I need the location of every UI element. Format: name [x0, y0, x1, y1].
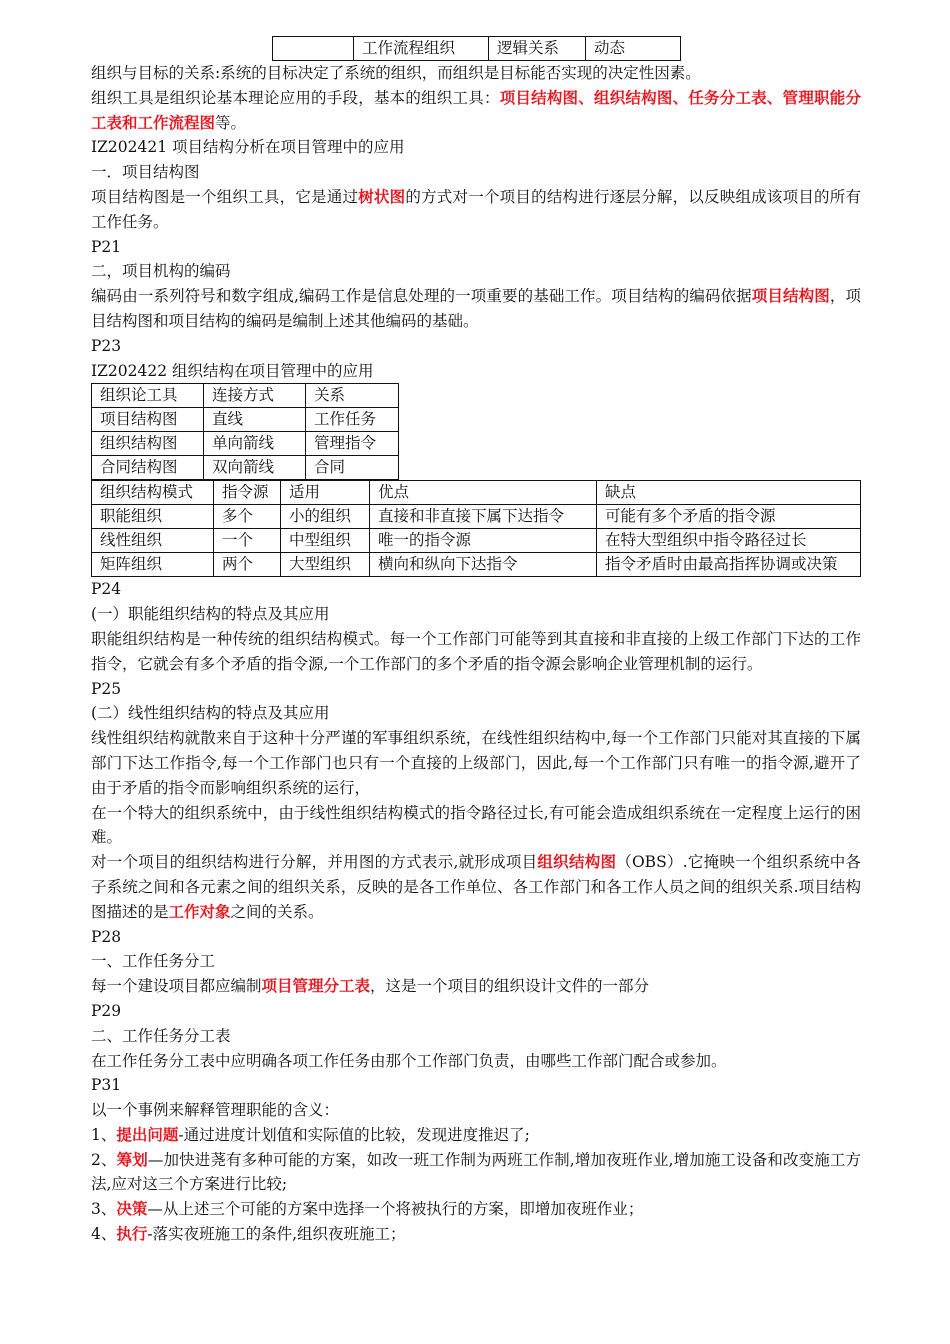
- list-item: [91, 1222, 861, 1247]
- page-reference: P21: [91, 237, 122, 256]
- highlight-text: 项目结构图、组织结构图、任务分工表、管理职能分工表和工作流程图: [91, 87, 861, 132]
- table-cell: 在特大型组织中指令路径过长: [597, 529, 861, 553]
- table-row: [92, 553, 861, 577]
- text: 对一个项目的组织结构进行分解，并用图的方式表示,就形成项目: [91, 853, 538, 872]
- table-cell: 职能组织: [92, 505, 214, 529]
- subheading: 二，项目机构的编码: [91, 262, 231, 281]
- paragraph-task-division: [91, 974, 861, 999]
- paragraph-obs: [91, 850, 861, 924]
- table-cell: 工作任务: [306, 408, 399, 432]
- table-row: [92, 505, 861, 529]
- table-cell: 动态: [586, 37, 681, 61]
- highlight-text: 决策: [116, 1199, 148, 1219]
- page-reference: P29: [91, 1001, 122, 1020]
- paragraph-functional-org: 职能组织结构是一种传统的组织结构模式。每一个工作部门可能等到其直接和非直接的上级工作部门下达的工作指令，它就会有多个矛盾的指令源,一个工作部门的多个矛盾的指令源会影响企业管理机制的运行。: [91, 629, 861, 673]
- list-number: 4、: [91, 1225, 117, 1244]
- workflow-table-fragment: [272, 36, 681, 61]
- text: 等。: [215, 113, 247, 132]
- table-header-cell: 组织结构模式: [92, 481, 214, 505]
- org-tools-table: [91, 383, 399, 480]
- text: （OBS）.它掩映一个组织系统中各子系统之间和各元素之间的组织关系，反映的是各工作单位、各工作部门和各工作人员之间的组织关系.项目结构图描述的是: [91, 853, 861, 921]
- text: ，这是一个项目的组织设计文件的一部分: [370, 977, 650, 996]
- page-reference: P25: [91, 679, 122, 698]
- page-reference: P23: [91, 336, 122, 355]
- table-header-cell: 缺点: [597, 481, 861, 505]
- highlight-text: 组织结构图: [537, 852, 617, 872]
- table-header-cell: 连接方式: [204, 384, 306, 408]
- table-cell: 项目结构图: [92, 408, 204, 432]
- highlight-text: 项目结构图: [751, 286, 830, 306]
- table-cell: 组织结构图: [92, 432, 204, 456]
- text: 之间的关系。: [230, 902, 324, 921]
- text: 项目结构图是一个组织工具，它是通过: [91, 187, 359, 206]
- table-header-row: [92, 384, 399, 408]
- table-row: [92, 408, 399, 432]
- table-cell: 单向箭线: [204, 432, 306, 456]
- table-header-cell: 组织论工具: [92, 384, 204, 408]
- text: —加快进荛有多种可能的方案，如改一班工作制为两班工作制,增加夜班作业,增加施工设备和改变施工方法,应对这三个方案进行比较;: [91, 1150, 861, 1194]
- paragraph-linear-org: 线性组织结构就散来自于这种十分严谨的军事组织系统，在线性组织结构中,每一个工作部门只能对其直接的下属部门下达工作指令,每一个工作部门也只有一个直接的上级部门，因此,每一个工作部门只有唯一的指令源,避开了由于矛盾的指令而影响组织系统的运行，: [91, 729, 861, 797]
- page-reference: P28: [91, 927, 122, 946]
- text: 每一个建设项目都应编制: [91, 977, 262, 996]
- list-item: [91, 1197, 861, 1222]
- table-row: [273, 37, 681, 61]
- text: —从上述三个可能的方案中选择一个将被执行的方案，即增加夜班作业；: [147, 1200, 644, 1219]
- list-item: [91, 1123, 861, 1148]
- subheading: (二）线性组织结构的特点及其应用: [91, 704, 330, 723]
- text: -通过进度计划值和实际值的比较，发现进度推迟了;: [178, 1125, 530, 1144]
- highlight-text: 树状图: [358, 186, 406, 206]
- table-header-cell: 关系: [306, 384, 399, 408]
- subheading: 一、工作任务分工: [91, 952, 216, 971]
- table-cell: 中型组织: [281, 529, 370, 553]
- page-reference: P31: [91, 1076, 122, 1095]
- table-cell: 线性组织: [92, 529, 214, 553]
- document-page: [91, 36, 861, 1247]
- text: 的方式对一个项目的结构进行逐层分解，以反映组成该项目的所有工作任务。: [91, 187, 861, 231]
- paragraph-mgmt-function: 以一个事例来解释管理职能的含义：: [91, 1101, 340, 1120]
- paragraph-coding: [91, 284, 861, 334]
- paragraph-org-tools: [91, 86, 861, 136]
- table-cell: 直线: [204, 408, 306, 432]
- section-heading: IZ202421 项目结构分析在项目管理中的应用: [91, 138, 405, 157]
- table-row: [92, 432, 399, 456]
- highlight-text: 筹划: [116, 1149, 148, 1169]
- text: 组织工具是组织论基本理论应用的手段，基本的组织工具：: [91, 88, 500, 107]
- table-cell: 工作流程组织: [354, 37, 489, 61]
- paragraph-task-table: 在工作任务分工表中应明确各项工作任务由那个工作部门负责，由哪些工作部门配合或参加。: [91, 1051, 727, 1070]
- highlight-text: 提出问题: [116, 1124, 179, 1144]
- text: -落实夜班施工的条件,组织夜班施工；: [147, 1225, 406, 1244]
- table-header-row: [92, 481, 861, 505]
- list-number: 1、: [91, 1125, 117, 1144]
- text: ，项目结构图和项目结构的编码是编制上述其他编码的基础。: [91, 287, 861, 330]
- section-heading: IZ202422 组织结构在项目管理中的应用: [91, 361, 374, 380]
- table-cell: 合同结构图: [92, 456, 204, 480]
- table-cell: 逻辑关系: [489, 37, 586, 61]
- table-header-cell: 指令源: [214, 481, 281, 505]
- highlight-text: 项目管理分工表: [261, 976, 371, 996]
- table-cell: 双向箭线: [204, 456, 306, 480]
- list-number: 3、: [91, 1200, 117, 1219]
- text: 编码由一系列符号和数字组成,编码工作是信息处理的一项重要的基础工作。项目结构的编码依据: [91, 287, 752, 306]
- table-cell: 大型组织: [281, 553, 370, 577]
- table-row: [92, 529, 861, 553]
- table-cell: 指令矛盾时由最高指挥协调或决策: [597, 553, 861, 577]
- subheading: 二、工作任务分工表: [91, 1026, 231, 1045]
- list-number: 2、: [91, 1150, 117, 1169]
- paragraph-linear-org-issue: 在一个特大的组织系统中，由于线性组织结构模式的指令路径过长,有可能会造成组织系统在一定程度上运行的困难。: [91, 803, 861, 847]
- list-item: [91, 1148, 861, 1198]
- table-cell: 横向和纵向下达指令: [370, 553, 597, 577]
- table-cell: 管理指令: [306, 432, 399, 456]
- subheading: 一．项目结构图: [91, 163, 200, 182]
- table-cell: 多个: [214, 505, 281, 529]
- table-cell: [273, 37, 354, 61]
- table-cell: 可能有多个矛盾的指令源: [597, 505, 861, 529]
- table-cell: 矩阵组织: [92, 553, 214, 577]
- paragraph-project-structure: [91, 185, 861, 235]
- table-cell: 唯一的指令源: [370, 529, 597, 553]
- highlight-text: 执行: [116, 1224, 148, 1244]
- paragraph-org-goal: 组织与目标的关系:系统的目标决定了系统的组织，而组织是目标能否实现的决定性因素。: [91, 64, 701, 82]
- table-cell: 两个: [214, 553, 281, 577]
- table-header-cell: 优点: [370, 481, 597, 505]
- table-cell: 小的组织: [281, 505, 370, 529]
- table-cell: 合同: [306, 456, 399, 480]
- page-reference: P24: [91, 580, 122, 599]
- table-cell: 直接和非直接下属下达指令: [370, 505, 597, 529]
- table-cell: 一个: [214, 529, 281, 553]
- table-header-cell: 适用: [281, 481, 370, 505]
- highlight-text: 工作对象: [168, 901, 231, 921]
- org-modes-table: [91, 480, 861, 577]
- subheading: (一）职能组织结构的特点及其应用: [91, 605, 330, 624]
- table-row: [92, 456, 399, 480]
